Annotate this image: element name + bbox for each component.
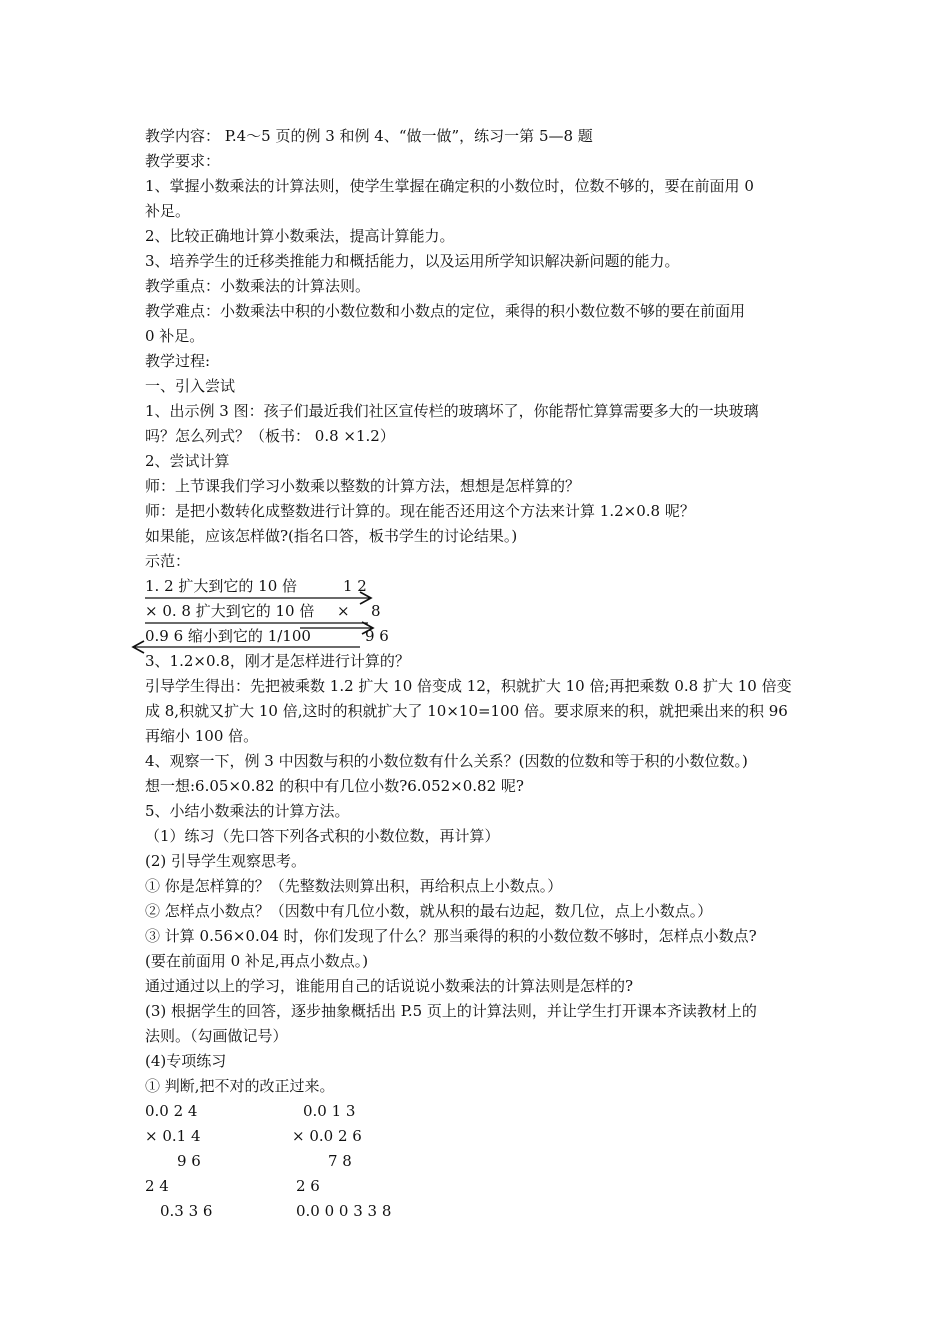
text-line: ② 怎样点小数点？（因数中有几位小数，就从积的最右边起，数几位，点上小数点。） bbox=[145, 902, 713, 920]
demo-row2-left: × 0. 8 扩大到它的 10 倍 bbox=[145, 602, 315, 620]
calc-left-multiplicand: 0.0 2 4 bbox=[145, 1102, 198, 1120]
calc-left-multiplier: × 0.1 4 bbox=[145, 1127, 201, 1145]
demo-row1-right: 1 2 bbox=[343, 577, 367, 595]
text-line: 教学过程: bbox=[145, 352, 211, 370]
demo-row2-right: 8 bbox=[371, 602, 381, 620]
text-line: 引导学生得出：先把被乘数 1.2 扩大 10 倍变成 12，积就扩大 10 倍;再把乘数 0.8 扩大 10 倍变 bbox=[145, 677, 792, 695]
text-line: (要在前面用 0 补足,再点小数点。) bbox=[145, 952, 369, 970]
text-line: (2) 引导学生观察思考。 bbox=[145, 852, 307, 870]
text-line: 想一想:6.05×0.82 的积中有几位小数?6.052×0.82 呢? bbox=[145, 777, 524, 795]
text-line: 2、比较正确地计算小数乘法，提高计算能力。 bbox=[145, 227, 455, 245]
text-line: ① 判断,把不对的改正过来。 bbox=[145, 1077, 335, 1095]
text-line: 3、1.2×0.8，刚才是怎样进行计算的？ bbox=[145, 652, 410, 670]
text-line: 1、掌握小数乘法的计算法则，使学生掌握在确定积的小数位时，位数不够的，要在前面用 0 bbox=[145, 177, 754, 195]
text-line: 0 补足。 bbox=[145, 327, 205, 345]
calc-right-partial-2: 2 6 bbox=[296, 1177, 320, 1195]
text-line: 再缩小 100 倍。 bbox=[145, 727, 259, 745]
text-line: (3) 根据学生的回答，逐步抽象概括出 P.5 页上的计算法则，并让学生打开课本齐读教材上的 bbox=[145, 1002, 757, 1020]
text-line: 示范： bbox=[145, 552, 191, 570]
text-line: 法则。（勾画做记号） bbox=[145, 1027, 288, 1045]
text-line: (4)专项练习 bbox=[145, 1052, 227, 1070]
text-line: ① 你是怎样算的？（先整数法则算出积，再给积点上小数点。） bbox=[145, 877, 563, 895]
text-line: 2、尝试计算 bbox=[145, 452, 230, 470]
text-line: ③ 计算 0.56×0.04 时，你们发现了什么？那当乘得的积的小数位数不够时，怎样点小数点? bbox=[145, 927, 757, 945]
text-line: 成 8,积就又扩大 10 倍,这时的积就扩大了 10×10=100 倍。要求原来的积，就把乘出来的积 96 bbox=[145, 702, 788, 720]
text-line: 补足。 bbox=[145, 202, 191, 220]
calc-right-multiplier: × 0.0 2 6 bbox=[292, 1127, 362, 1145]
text-line: 吗？怎么列式？（板书： 0.8 ×1.2） bbox=[145, 427, 395, 445]
text-line: 4、观察一下，例 3 中因数与积的小数位数有什么关系？(因数的位数和等于积的小数位数。) bbox=[145, 752, 748, 770]
calc-left-partial-2: 2 4 bbox=[145, 1177, 169, 1195]
calc-right-multiplicand: 0.0 1 3 bbox=[303, 1102, 356, 1120]
text-line: 教学难点：小数乘法中积的小数位数和小数点的定位，乘得的积小数位数不够的要在前面用 bbox=[145, 302, 746, 320]
text-line: 如果能，应该怎样做?(指名口答，板书学生的讨论结果。) bbox=[145, 527, 518, 545]
demo-row3-left: 0.9 6 缩小到它的 1/100 bbox=[145, 627, 311, 645]
calc-left-product: 0.3 3 6 bbox=[160, 1202, 213, 1220]
text-line: 师：上节课我们学习小数乘以整数的计算方法，想想是怎样算的？ bbox=[145, 477, 581, 495]
text-line: 3、培养学生的迁移类推能力和概括能力，以及运用所学知识解决新问题的能力。 bbox=[145, 252, 680, 270]
text-line: 通过通过以上的学习，谁能用自己的话说说小数乘法的计算法则是怎样的? bbox=[145, 977, 634, 995]
calc-right-product: 0.0 0 0 3 3 8 bbox=[296, 1202, 392, 1220]
text-line: 教学要求： bbox=[145, 152, 221, 170]
text-line: 教学重点：小数乘法的计算法则。 bbox=[145, 277, 371, 295]
text-line: 5、小结小数乘法的计算方法。 bbox=[145, 802, 350, 820]
calc-right-partial-1: 7 8 bbox=[328, 1152, 352, 1170]
text-line: 一、引入尝试 bbox=[145, 377, 236, 395]
text-line: 师：是把小数转化成整数进行计算的。现在能否还用这个方法来计算 1.2×0.8 呢？ bbox=[145, 502, 695, 520]
text-line: 1、出示例 3 图：孩子们最近我们社区宣传栏的玻璃坏了，你能帮忙算算需要多大的一块玻璃 bbox=[145, 402, 759, 420]
arrow-head-left-icon bbox=[133, 641, 144, 653]
calc-left-partial-1: 9 6 bbox=[177, 1152, 201, 1170]
demo-row1-left: 1. 2 扩大到它的 10 倍 bbox=[145, 577, 298, 595]
demo-row2-multiply: × bbox=[337, 602, 350, 620]
text-line: 教学内容： P.4～5 页的例 3 和例 4、“做一做”，练习一第 5—8 题 bbox=[145, 127, 593, 145]
demo-row3-right: 9 6 bbox=[365, 627, 389, 645]
text-line: （1）练习（先口答下列各式积的小数位数，再计算） bbox=[145, 827, 500, 845]
